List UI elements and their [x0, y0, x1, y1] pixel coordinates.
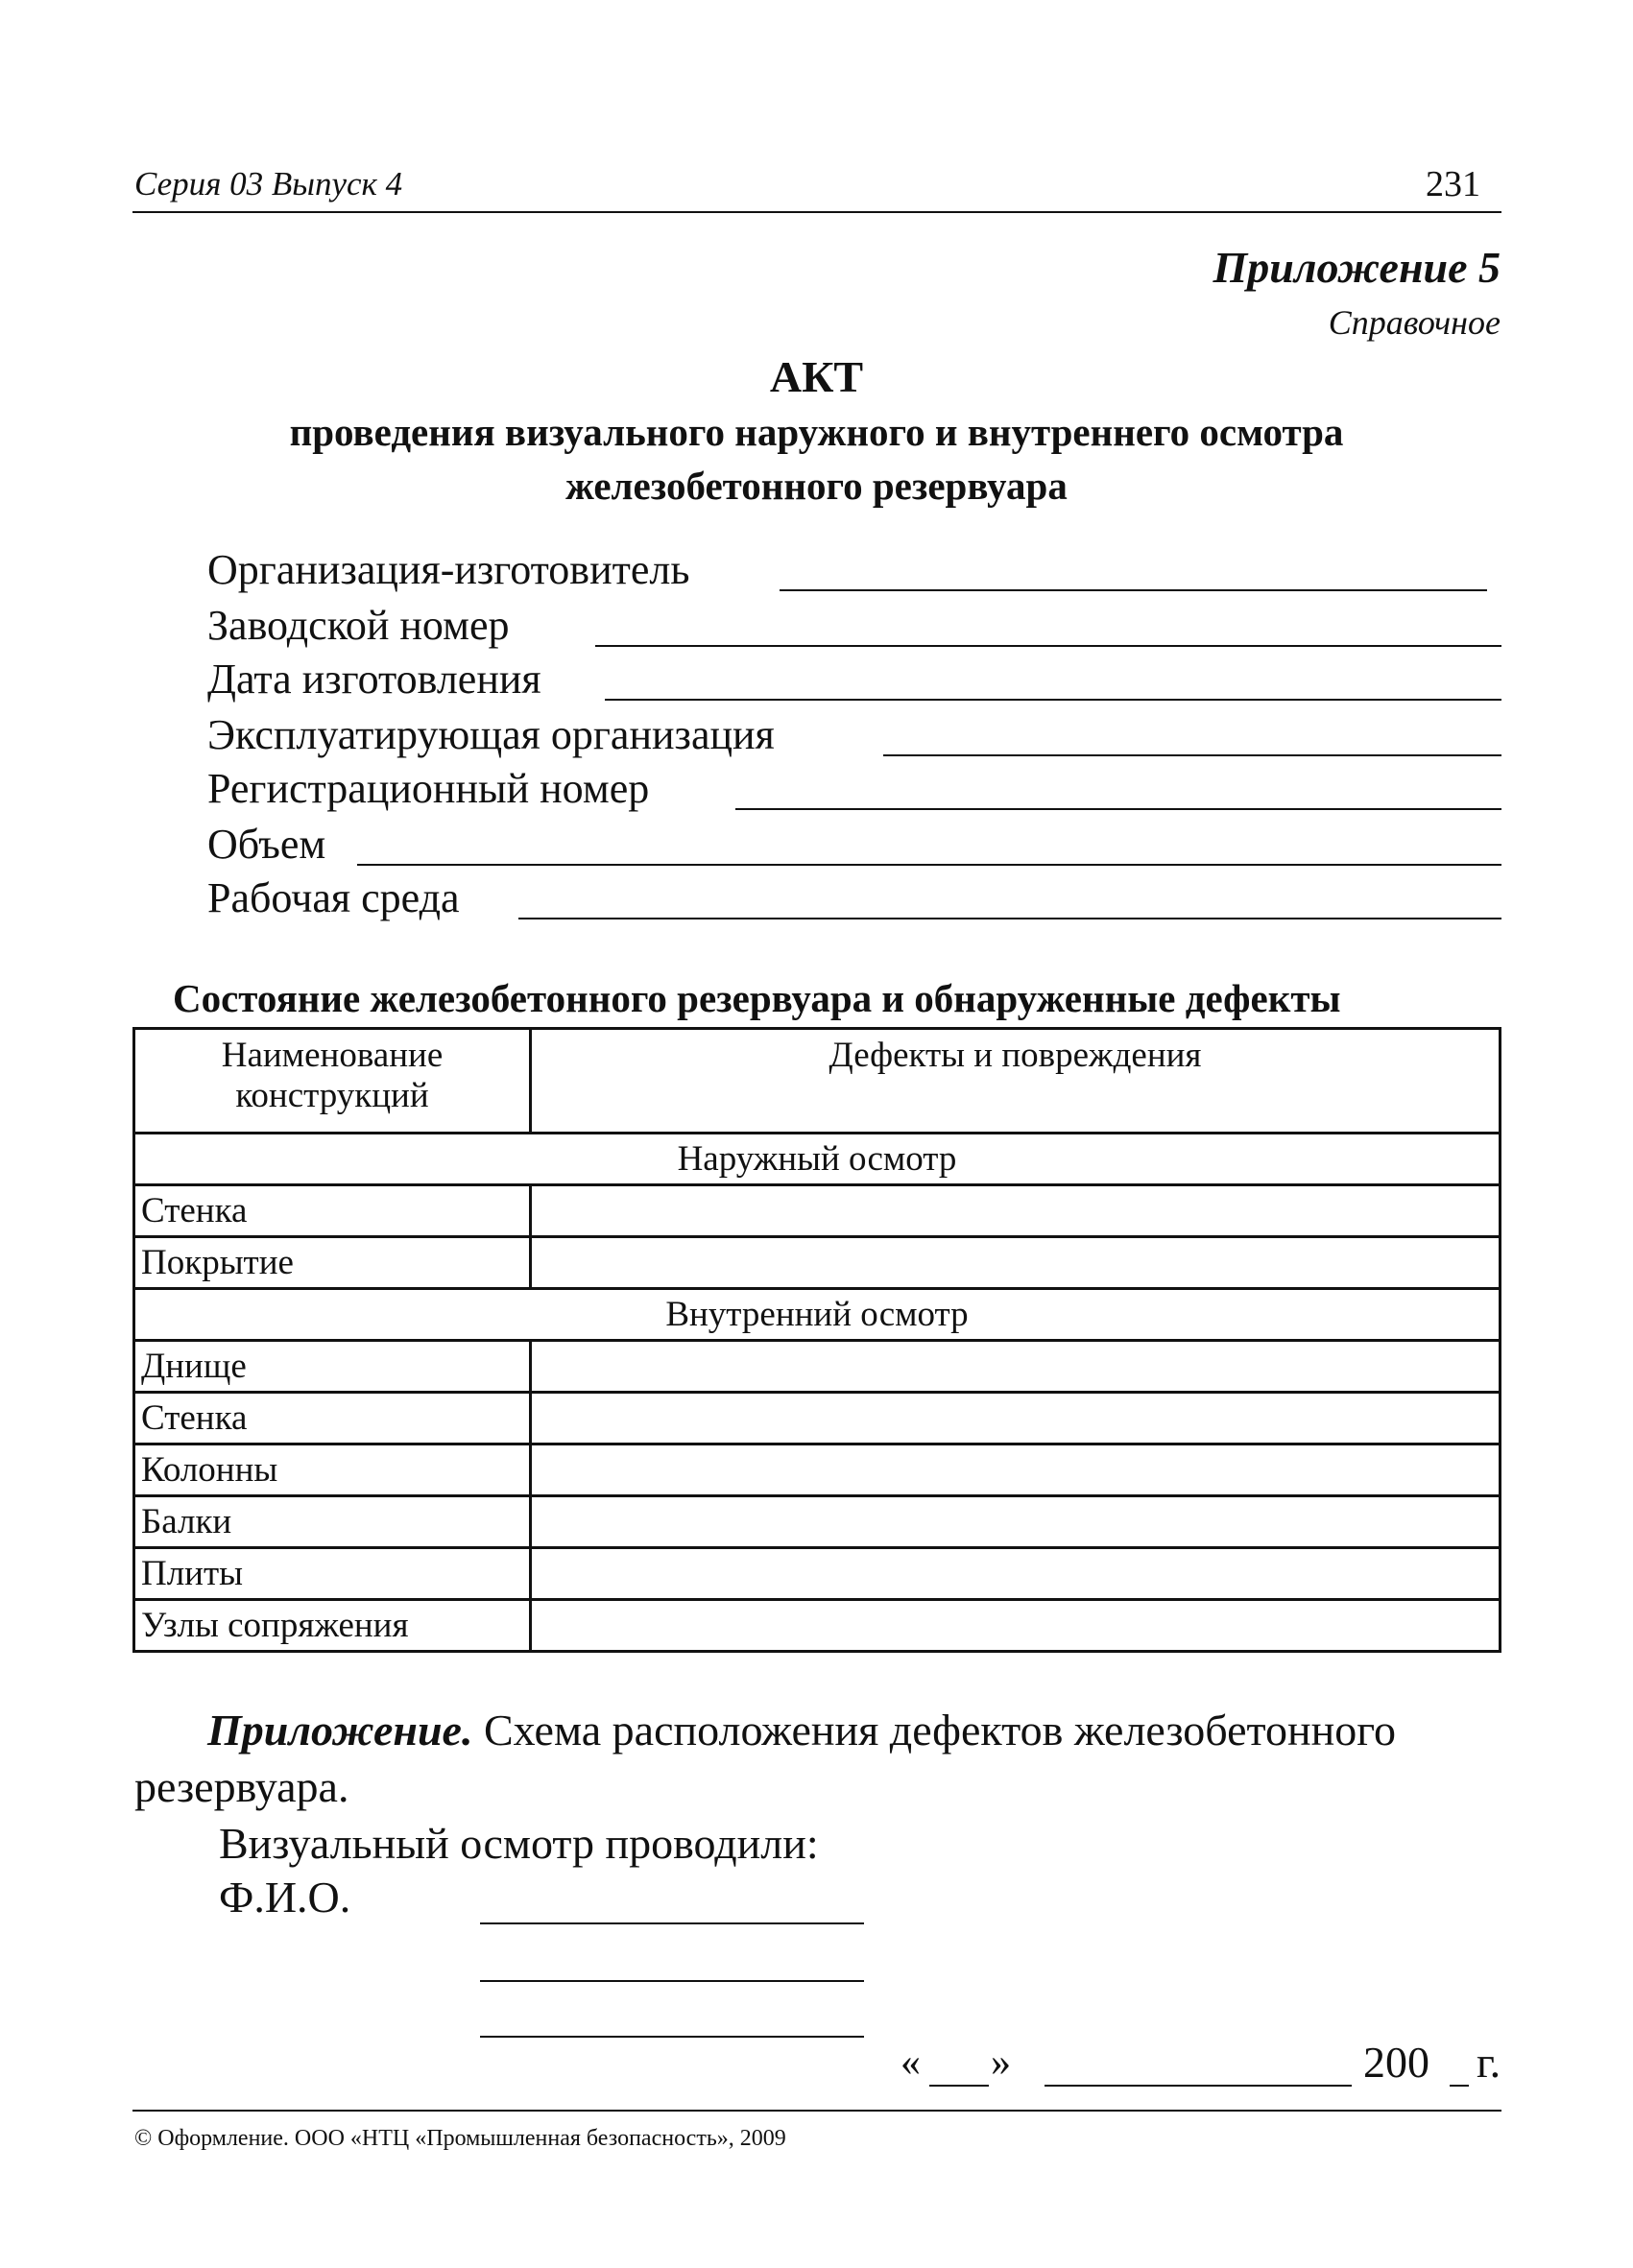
structure-cell: Покрытие [134, 1237, 531, 1289]
defects-section-title: Состояние железобетонного резервуара и обнаруженные дефекты [173, 976, 1341, 1020]
structure-cell: Балки [134, 1496, 531, 1548]
attachment-text: Схема расположения дефектов железобетонного [472, 1706, 1396, 1755]
table-row [134, 1600, 1501, 1652]
field-operator-label: Эксплуатирующая организация [207, 711, 775, 758]
field-medium-label: Рабочая среда [207, 874, 460, 921]
date-year-line[interactable] [1450, 2085, 1469, 2087]
section-label-external: Наружный осмотр [134, 1134, 1501, 1185]
act-subtitle-line2: железобетонного резервуара [565, 464, 1068, 508]
section-row-external [134, 1134, 1501, 1185]
table-row [134, 1237, 1501, 1289]
table-header-row [134, 1029, 1501, 1134]
field-medium-line[interactable] [518, 918, 1501, 919]
attachment-label: Приложение. [207, 1706, 473, 1755]
defects-cell[interactable] [531, 1341, 1501, 1393]
defects-cell[interactable] [531, 1496, 1501, 1548]
section-row-internal [134, 1289, 1501, 1341]
defects-cell[interactable] [531, 1237, 1501, 1289]
footer-rule [132, 2110, 1501, 2112]
field-volume-label: Объем [207, 821, 326, 868]
field-regnum-label: Регистрационный номер [207, 765, 650, 812]
inspection-heading: Визуальный осмотр проводили: [219, 1819, 819, 1868]
structure-cell: Плиты [134, 1548, 531, 1600]
act-subtitle-line1: проведения визуального наружного и внутреннего осмотра [289, 410, 1344, 454]
table-row [134, 1496, 1501, 1548]
table-row [134, 1393, 1501, 1444]
field-serial-line[interactable] [595, 645, 1501, 647]
date-year: 200 [1363, 2038, 1429, 2087]
signature-line-3[interactable] [480, 2036, 864, 2038]
date-month-line[interactable] [1045, 2085, 1352, 2087]
field-operator-line[interactable] [883, 754, 1501, 756]
field-volume-line[interactable] [357, 864, 1501, 866]
defects-table [132, 1027, 1501, 1653]
table-row [134, 1548, 1501, 1600]
defects-cell[interactable] [531, 1600, 1501, 1652]
page-number: 231 [1426, 164, 1480, 204]
defects-cell[interactable] [531, 1548, 1501, 1600]
signature-line-2[interactable] [480, 1980, 864, 1982]
structure-cell: Днище [134, 1341, 531, 1393]
structure-cell: Стенка [134, 1185, 531, 1237]
field-date-line[interactable] [605, 699, 1501, 701]
date-close-quote: » [991, 2041, 1011, 2085]
field-date-label: Дата изготовления [207, 656, 541, 703]
footer-copyright: © Оформление. ООО «НТЦ «Промышленная безопасность», 2009 [134, 2126, 786, 2151]
date-day-line[interactable] [929, 2085, 989, 2087]
fio-label: Ф.И.О. [219, 1873, 351, 1922]
col-header-structure: Наименование конструкций [134, 1029, 531, 1134]
header-rule [132, 211, 1501, 213]
section-label-internal: Внутренний осмотр [134, 1289, 1501, 1341]
structure-cell: Узлы сопряжения [134, 1600, 531, 1652]
structure-cell: Стенка [134, 1393, 531, 1444]
structure-cell: Колонны [134, 1444, 531, 1496]
col-header-defects: Дефекты и повреждения [531, 1029, 1501, 1134]
defects-cell[interactable] [531, 1444, 1501, 1496]
running-header-series: Серия 03 Выпуск 4 [134, 165, 403, 203]
field-manufacturer-line[interactable] [780, 589, 1487, 591]
table-row [134, 1185, 1501, 1237]
signature-line-1[interactable] [480, 1922, 864, 1924]
appendix-title: Приложение 5 [1213, 243, 1501, 292]
act-title: АКТ [769, 352, 864, 401]
defects-cell[interactable] [531, 1185, 1501, 1237]
appendix-type: Справочное [1328, 303, 1501, 342]
table-row [134, 1444, 1501, 1496]
field-serial-label: Заводской номер [207, 602, 510, 649]
table-row [134, 1341, 1501, 1393]
defects-cell[interactable] [531, 1393, 1501, 1444]
attachment-paragraph [207, 1705, 1396, 1755]
date-open-quote: « [901, 2041, 921, 2085]
date-year-suffix: г. [1477, 2038, 1501, 2087]
field-regnum-line[interactable] [735, 808, 1501, 810]
attachment-text-cont: резервуара. [134, 1762, 349, 1811]
field-manufacturer-label: Организация-изготовитель [207, 546, 690, 593]
